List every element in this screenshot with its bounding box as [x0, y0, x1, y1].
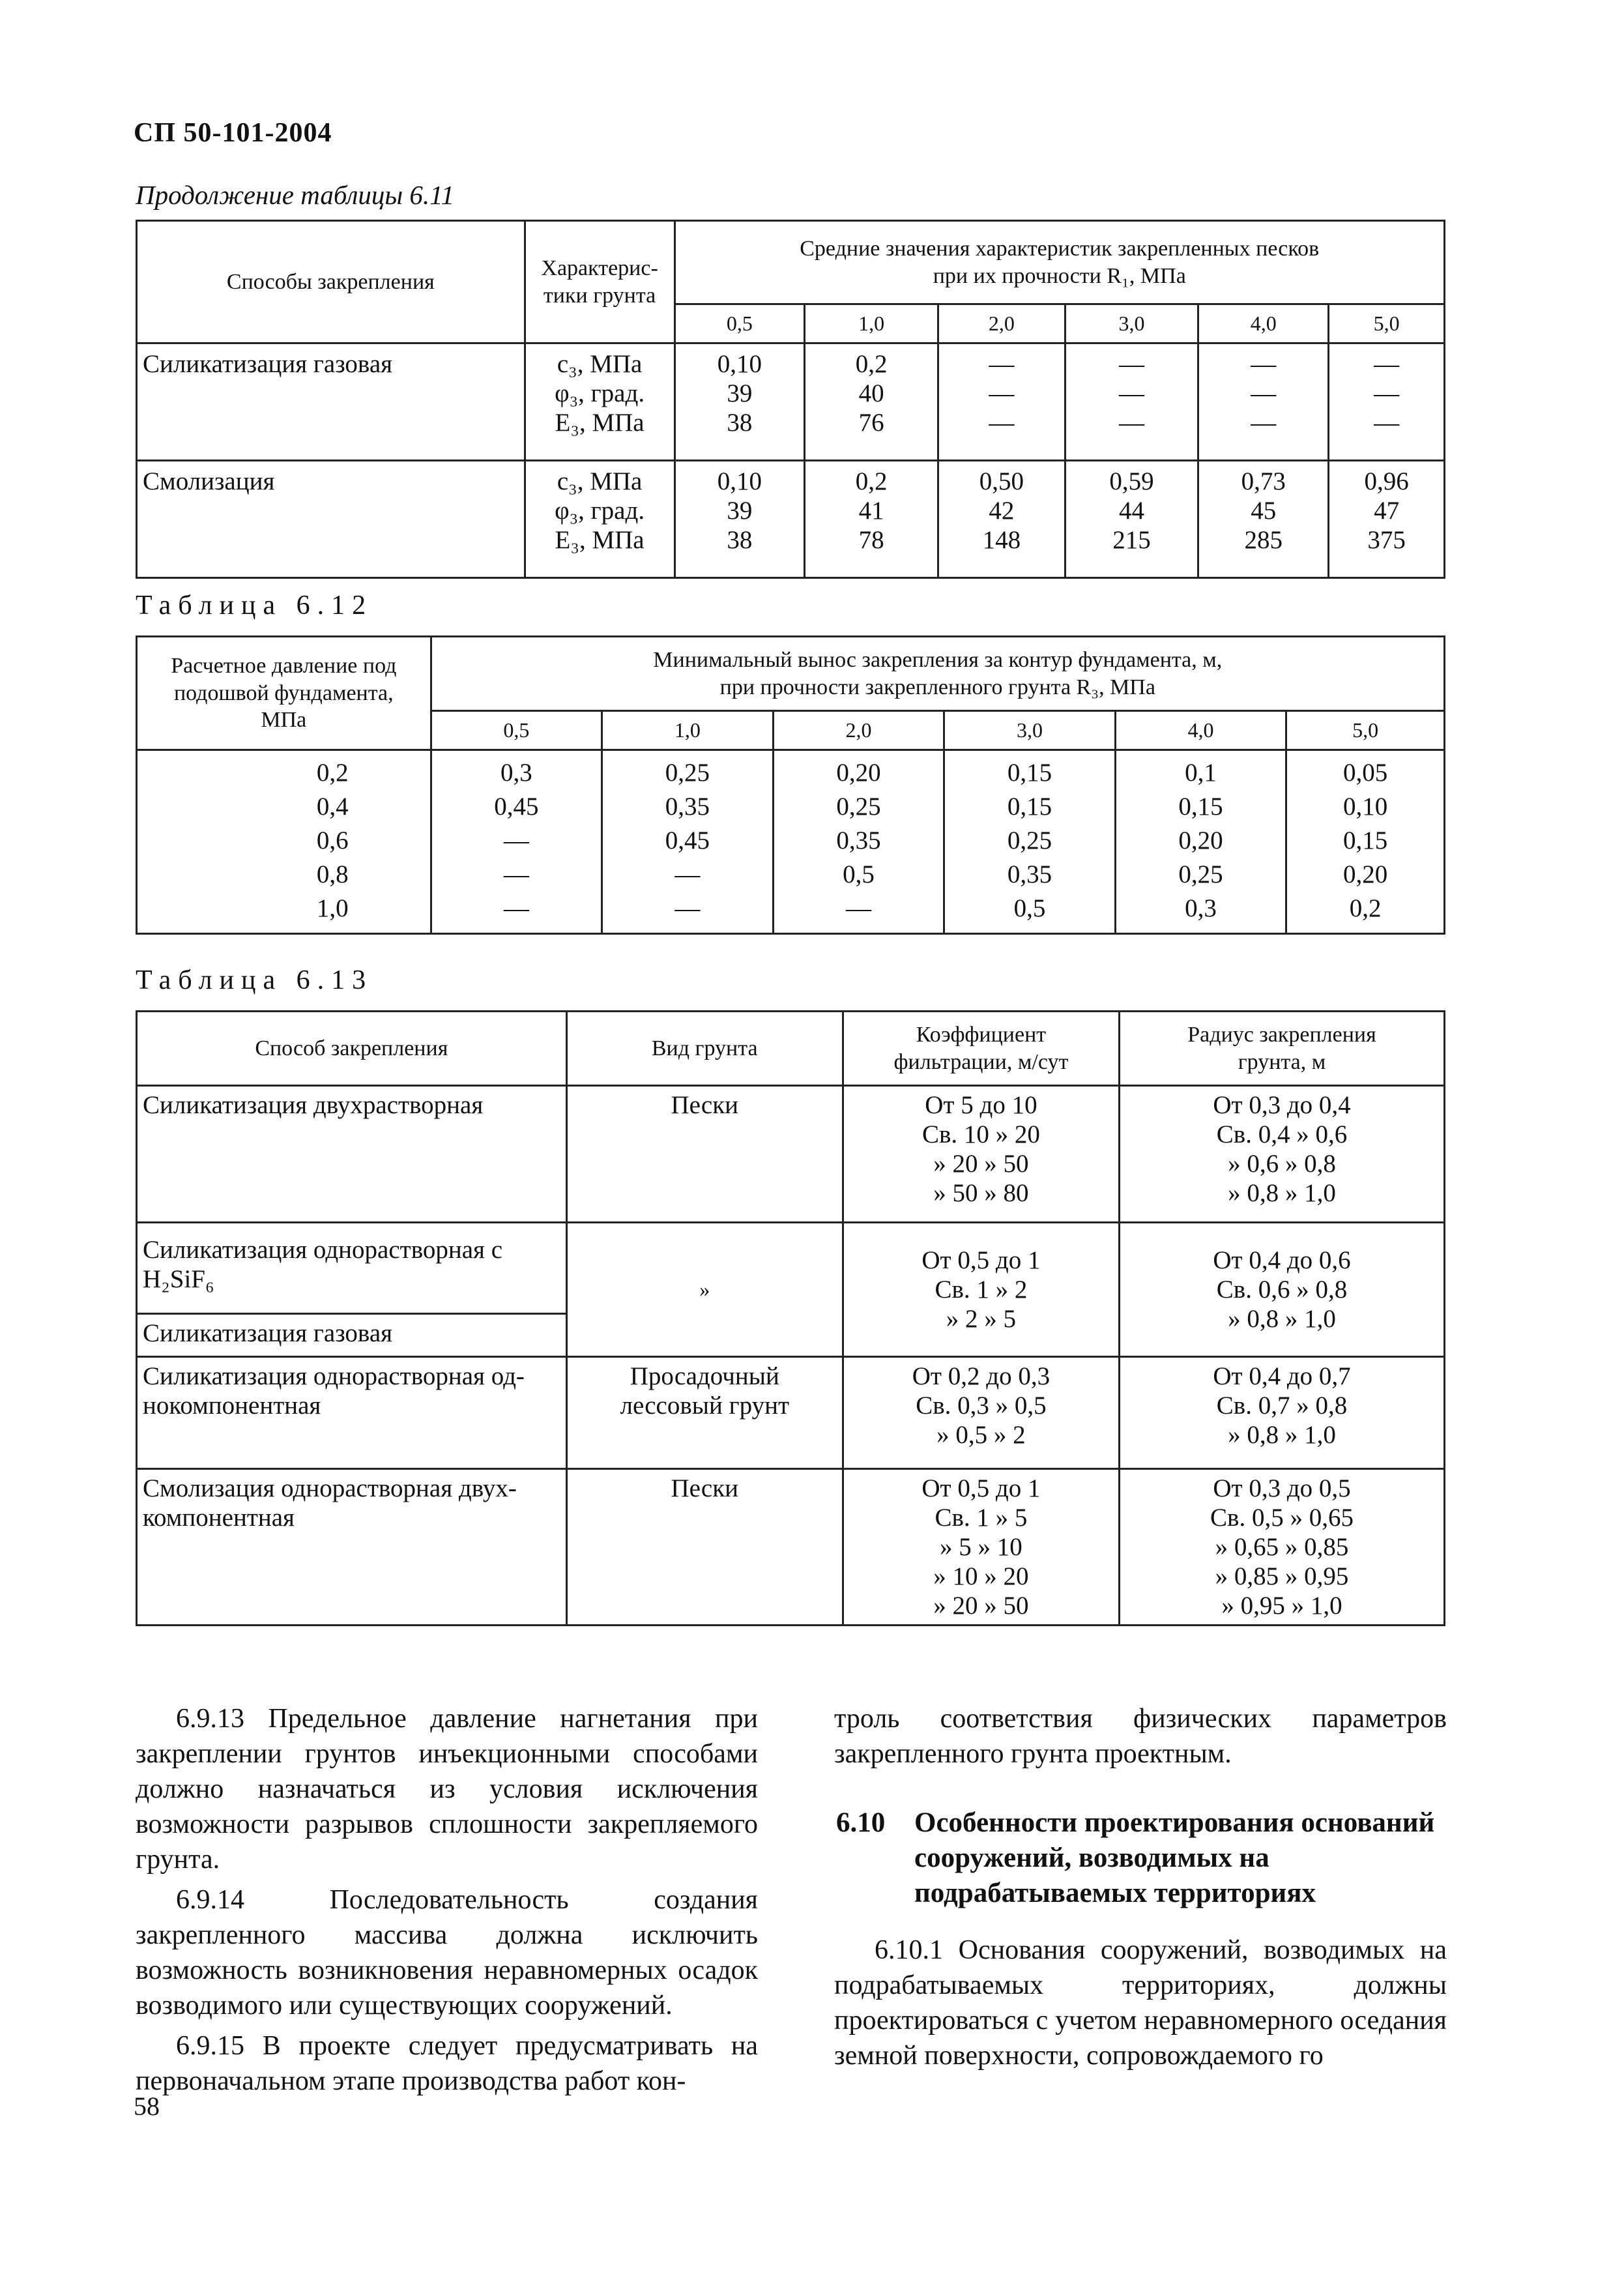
method-cell: Силикатизация газовая: [137, 343, 525, 461]
table-row: [137, 750, 1445, 934]
method-cell: Смолизация однорастворная двух- компонентная: [137, 1469, 567, 1626]
radius-cell: От 0,3 до 0,4 Св. 0,4 » 0,6 » 0,6 » 0,8 » 0,8 » 1,0: [1120, 1086, 1445, 1223]
filtration-cell: От 0,5 до 1 Св. 1 » 5 » 5 » 10 » 10 » 20 » 20 » 50: [843, 1469, 1119, 1626]
value-cell: — — —: [1198, 343, 1329, 461]
strength-4-0: 4,0: [1115, 711, 1286, 750]
table-row: [137, 1357, 1445, 1469]
value-cell: 0,25 0,35 0,45 — —: [602, 750, 774, 934]
radius-cell: От 0,3 до 0,5 Св. 0,5 » 0,65 » 0,65 » 0,85 » 0,85 » 0,95 » 0,95 » 1,0: [1120, 1469, 1445, 1626]
header-min-offset: Минимальный вынос закрепления за контур фундамента, м, при прочности закрепленного грунта R₃, МПа: [431, 637, 1444, 711]
table-row: [137, 1086, 1445, 1223]
page-number: 58: [134, 2092, 160, 2121]
body-right-column: [834, 1701, 1447, 1772]
table-row: [137, 1469, 1445, 1626]
strength-2-0: 2,0: [938, 304, 1065, 343]
header-soil-characteristics: Характерис- тики грунта: [525, 221, 674, 343]
table-6-13: [136, 1010, 1445, 1626]
char-cell: c₃, МПа φ₃, град. E₃, МПа: [525, 343, 674, 461]
paragraph-continued: троль соответствия физических параметров закрепленного грунта проектным.: [834, 1704, 1447, 1769]
table-row: [137, 461, 1445, 578]
value-cell: 0,2 40 76: [805, 343, 938, 461]
value-cell: 0,3 0,45 — — —: [431, 750, 602, 934]
pressure-values: 0,2 0,4 0,6 0,8 1,0: [137, 750, 431, 934]
soil-cell: Просадочный лессовый грунт: [566, 1357, 843, 1469]
strength-2-0: 2,0: [773, 711, 944, 750]
value-cell: — — —: [938, 343, 1065, 461]
document-code: СП 50-101-2004: [134, 118, 332, 148]
header-radius: Радиус закрепления грунта, м: [1120, 1012, 1445, 1086]
filtration-cell: От 0,2 до 0,3 Св. 0,3 » 0,5 » 0,5 » 2: [843, 1357, 1119, 1469]
paragraph-6-9-13: 6.9.13 Предельное давление нагнетания при закреплении грунтов инъекционными способами должно назначаться из условия исключения возможности разрывов сплошности закрепляемого грунта.: [136, 1704, 758, 1875]
value-cell: 0,59 44 215: [1065, 461, 1198, 578]
table-6-12: [136, 635, 1445, 935]
strength-5-0: 5,0: [1329, 304, 1445, 343]
strength-1-0: 1,0: [602, 711, 774, 750]
strength-5-0: 5,0: [1286, 711, 1445, 750]
soil-cell: Пески: [566, 1469, 843, 1626]
strength-0-5: 0,5: [431, 711, 602, 750]
header-methods: Способы закрепления: [137, 221, 525, 343]
value-cell: 0,50 42 148: [938, 461, 1065, 578]
strength-4-0: 4,0: [1198, 304, 1329, 343]
method-cell: Смолизация: [137, 461, 525, 578]
table-row: [137, 343, 1445, 461]
table-row: [137, 1223, 1445, 1314]
char-cell: c₃, МПа φ₃, град. E₃, МПа: [525, 461, 674, 578]
value-cell: 0,15 0,15 0,25 0,35 0,5: [944, 750, 1116, 934]
paragraph-6-10-1-wrap: [834, 1933, 1447, 2073]
soil-cell: »: [566, 1223, 843, 1357]
paragraph-6-9-14: 6.9.14 Последовательность создания закрепленного массива должна исключить возможность возникновения неравномерных осадок возводимого или существующих сооружений.: [136, 1885, 758, 2021]
method-cell: Силикатизация двухрастворная: [137, 1086, 567, 1223]
header-method: Способ закрепления: [137, 1012, 567, 1086]
table-6-12-title: Таблица 6.12: [136, 591, 373, 620]
value-cell: 0,2 41 78: [805, 461, 938, 578]
paragraph-6-10-1: 6.10.1 Основания сооружений, возводимых на подрабатываемых территориях, должны проектироваться с учетом неравномерного оседания земной поверхности, сопровождаемого го: [834, 1935, 1447, 2071]
radius-cell: От 0,4 до 0,7 Св. 0,7 » 0,8 » 0,8 » 1,0: [1120, 1357, 1445, 1469]
value-cell: — — —: [1065, 343, 1198, 461]
method-cell: Силикатизация однорастворная од- нокомпонентная: [137, 1357, 567, 1469]
value-cell: 0,73 45 285: [1198, 461, 1329, 578]
soil-cell: Пески: [566, 1086, 843, 1223]
radius-cell: От 0,4 до 0,6 Св. 0,6 » 0,8 » 0,8 » 1,0: [1120, 1223, 1445, 1357]
header-design-pressure: Расчетное давление под подошвой фундамента, МПа: [137, 637, 431, 750]
strength-0-5: 0,5: [674, 304, 805, 343]
method-cell: Силикатизация однорастворная с H₂SiF₆: [137, 1223, 567, 1314]
value-cell: 0,05 0,10 0,15 0,20 0,2: [1286, 750, 1445, 934]
table-continuation-title: Продолжение таблицы 6.11: [136, 180, 455, 210]
header-mean-values: Средние значения характеристик закрепленных песков при их прочности R₁, МПа: [674, 221, 1445, 304]
header-soil-type: Вид грунта: [566, 1012, 843, 1086]
paragraph-6-9-15: 6.9.15 В проекте следует предусматривать на первоначальном этапе производства работ кон-: [136, 2031, 758, 2096]
value-cell: — — —: [1329, 343, 1445, 461]
table-6-11: [136, 220, 1445, 579]
strength-3-0: 3,0: [944, 711, 1116, 750]
value-cell: 0,1 0,15 0,20 0,25 0,3: [1115, 750, 1286, 934]
value-cell: 0,20 0,25 0,35 0,5 —: [773, 750, 944, 934]
strength-1-0: 1,0: [805, 304, 938, 343]
strength-3-0: 3,0: [1065, 304, 1198, 343]
section-title: Особенности проектирования оснований сооружений, возводимых на подрабатываемых территориях: [914, 1807, 1435, 1908]
value-cell: 0,10 39 38: [674, 461, 805, 578]
table-6-13-title: Таблица 6.13: [136, 965, 373, 995]
filtration-cell: От 5 до 10 Св. 10 » 20 » 20 » 50 » 50 » 80: [843, 1086, 1119, 1223]
value-cell: 0,96 47 375: [1329, 461, 1445, 578]
body-left-column: [136, 1701, 758, 2099]
filtration-cell: От 0,5 до 1 Св. 1 » 2 » 2 » 5: [843, 1223, 1119, 1357]
header-filtration: Коэффициент фильтрации, м/сут: [843, 1012, 1119, 1086]
value-cell: 0,10 39 38: [674, 343, 805, 461]
section-number: 6.10: [836, 1807, 886, 1838]
method-cell: Силикатизация газовая: [137, 1314, 567, 1357]
